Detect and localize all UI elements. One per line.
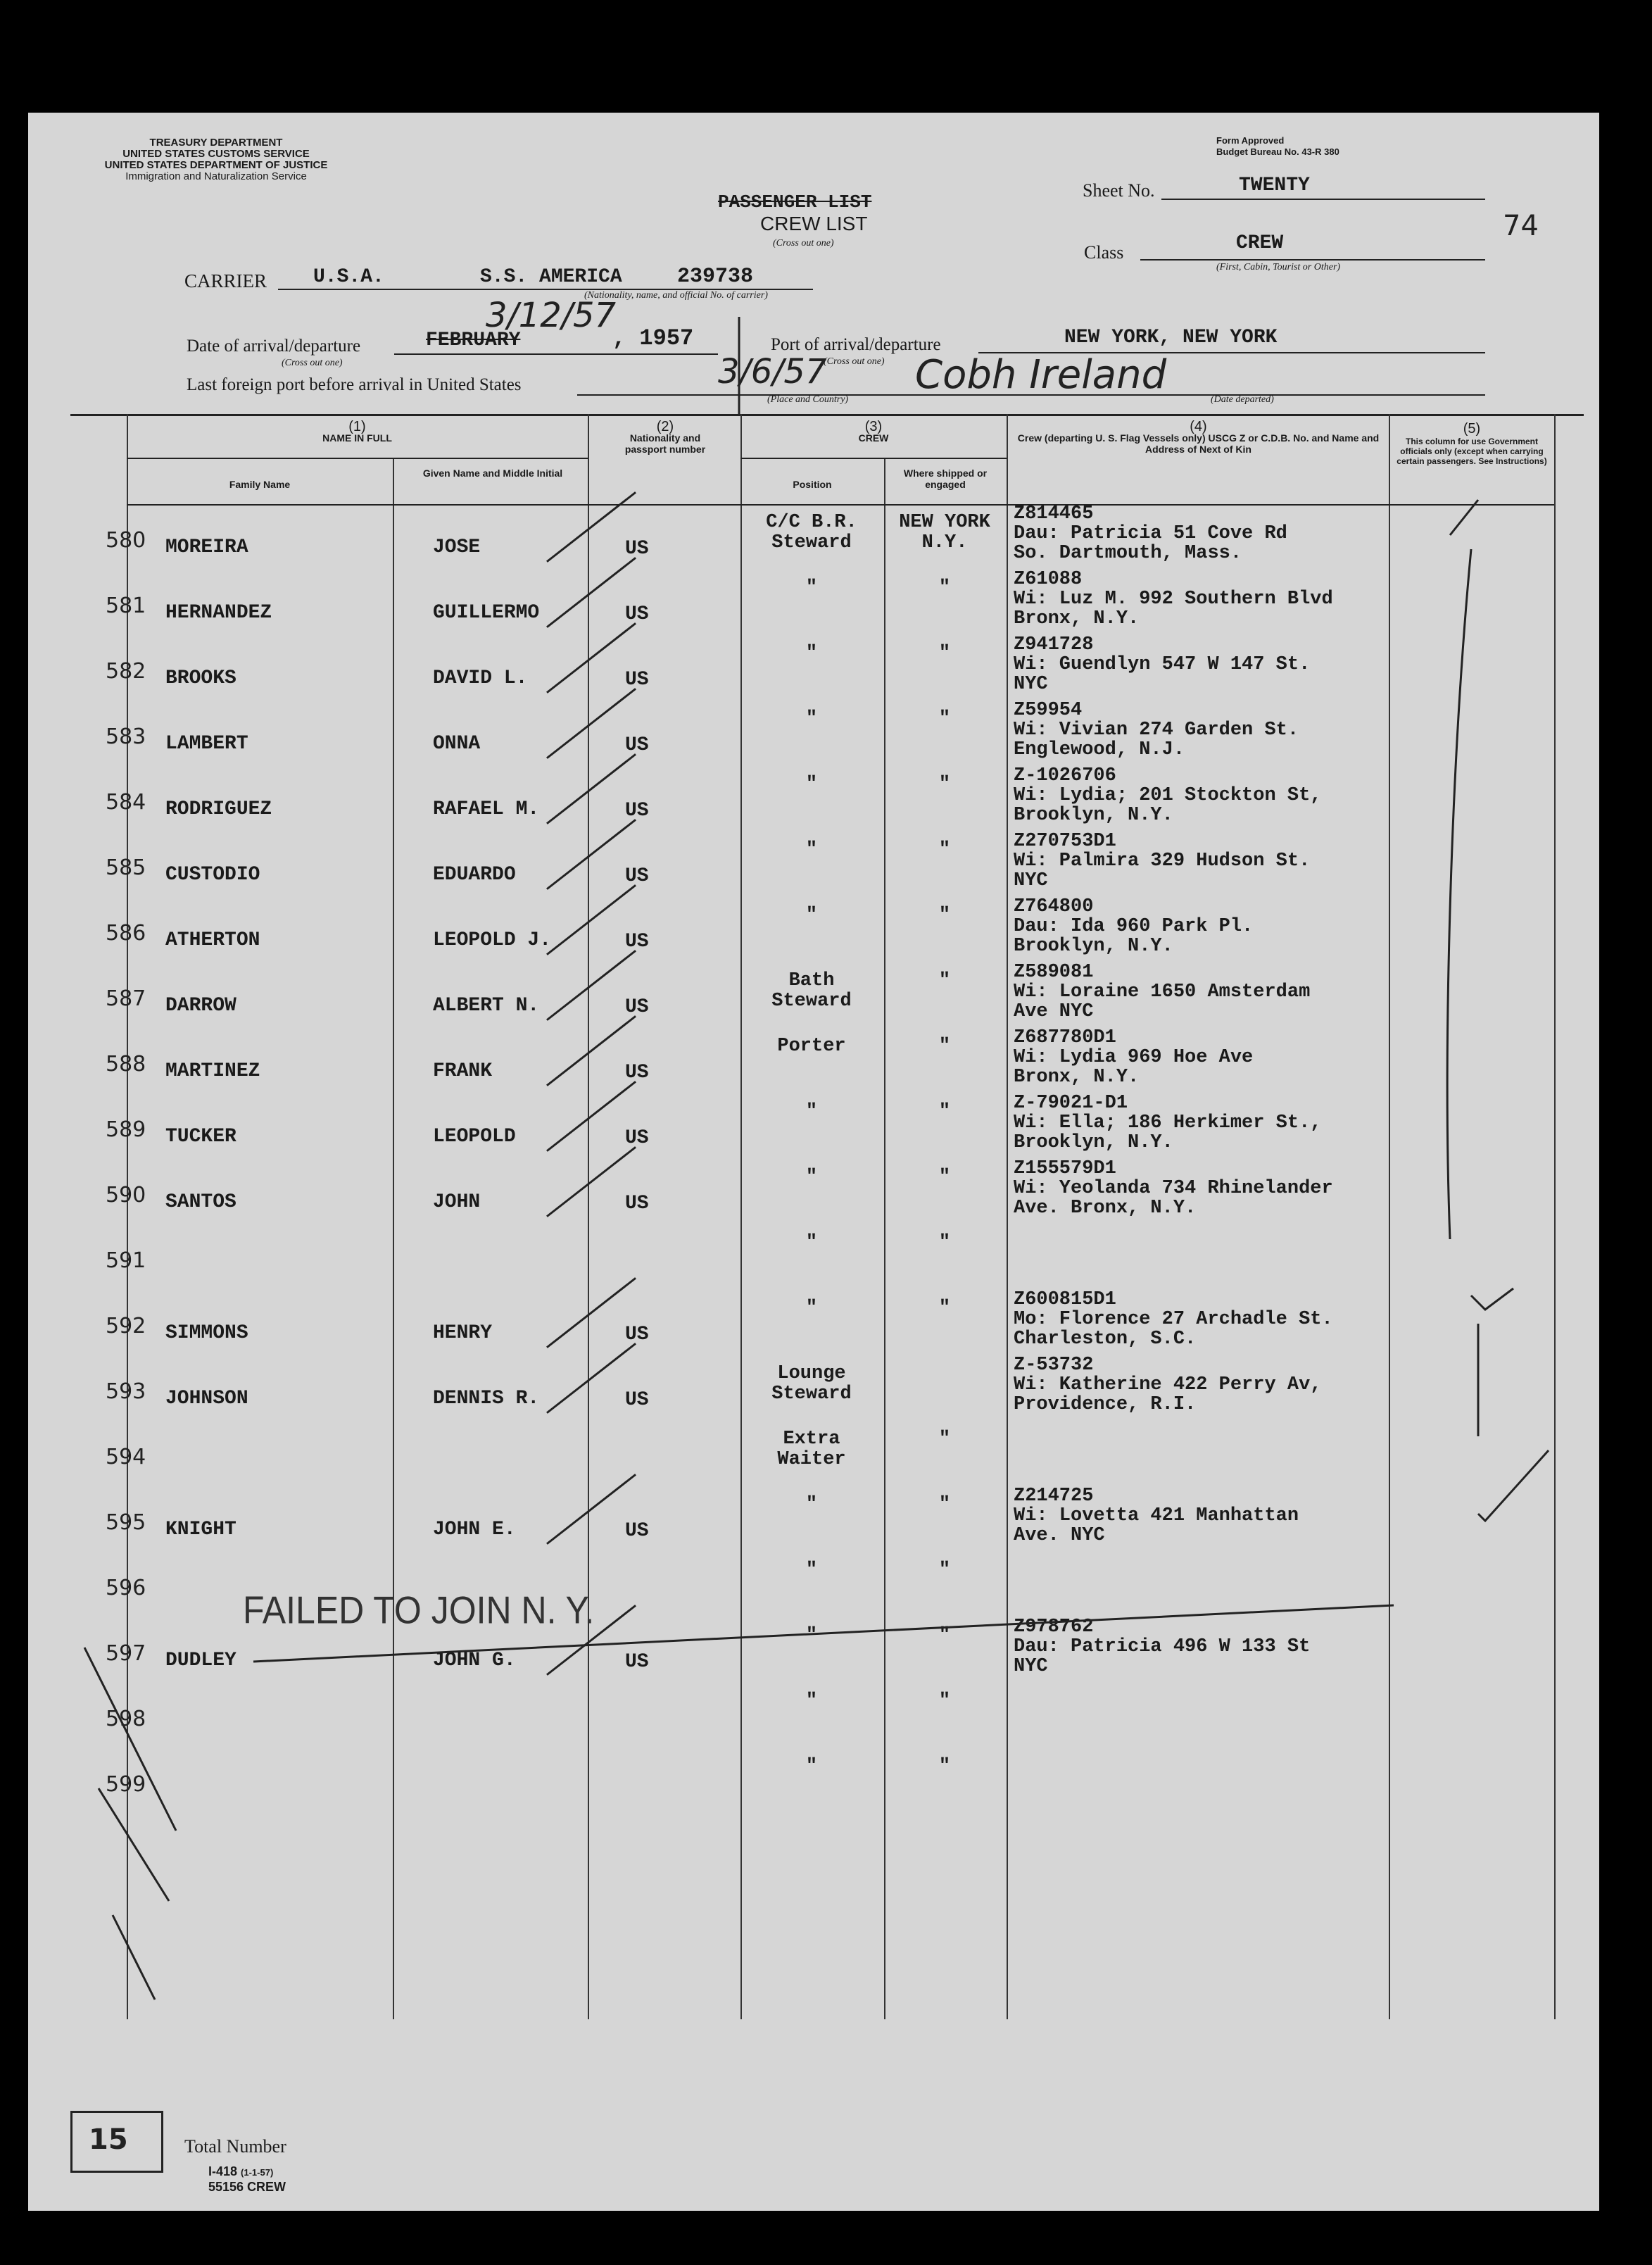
where-shipped: " [938,1625,951,1646]
carrier-hint: (Nationality, name, and official No. of carrier) [584,290,768,301]
family-name: KNIGHT [165,1519,237,1541]
next-of-kin-address: Brooklyn, N.Y. [1014,805,1173,826]
given-name: ALBERT N. [433,995,540,1017]
next-of-kin-id: Z214725 [1014,1486,1094,1507]
arrival-handwritten: 3/12/57 [486,296,617,335]
next-of-kin-address: Bronx, N.Y. [1014,1067,1140,1088]
last-port-label: Last foreign port before arrival in United States [187,375,522,394]
where-shipped: " [938,1494,951,1515]
nationality: US [625,603,649,625]
family-name: MARTINEZ [165,1060,260,1082]
arrival-month: FEBRUARY [426,330,521,351]
next-of-kin-id: Z600815D1 [1014,1289,1116,1310]
class-value: CREW [1236,232,1284,254]
nationality: US [625,538,649,560]
position: " [805,708,818,729]
family-name: DUDLEY [165,1650,237,1671]
next-of-kin-id: Z270753D1 [1014,831,1116,852]
check-mark [1478,1450,1549,1521]
given-name: EDUARDO [433,864,516,886]
check-mark [1450,500,1478,535]
next-of-kin-address: NYC [1014,674,1048,695]
next-of-kin-id: Z978762 [1014,1617,1094,1638]
given-name: LEOPOLD J. [433,929,552,951]
family-name: CUSTODIO [165,864,260,886]
pen-mark [99,1788,169,1901]
line-number: 587 [106,986,146,1011]
next-of-kin-address: Brooklyn, N.Y. [1014,1132,1173,1153]
col4-title: Crew (departing U. S. Flag Vessels only) USCG Z or C.D.B. No. and Name and Address of Next of Kin [1017,432,1380,455]
last-port-handwritten-date: 3/6/57 [718,352,827,391]
line-number: 586 [106,921,146,946]
position: " [805,905,818,926]
list-type-crossed: PASSENGER LIST [718,192,872,213]
next-of-kin-address: Ave. Bronx, N.Y. [1014,1198,1197,1219]
sheet-value: TWENTY [1239,175,1310,196]
position: Bath Steward [771,970,852,1012]
where-shipped: " [938,643,951,664]
given-name: GUILLERMO [433,602,540,624]
next-of-kin-id: Z59954 [1014,700,1083,721]
next-of-kin-id: Z814465 [1014,503,1094,525]
given-name: LEOPOLD [433,1126,516,1148]
next-of-kin-name: Wi: Lovetta 421 Manhattan [1014,1505,1299,1526]
arrival-year: , 1957 [612,325,694,351]
col3-shipped-header: Where shipped or engaged [903,468,988,490]
carrier-number: 239738 [677,265,754,289]
next-of-kin-address: So. Dartmouth, Mass. [1014,543,1242,564]
col5-title: This column for use Government officials only (except when carrying certain passengers. See Instructions) [1396,437,1547,466]
next-of-kin-name: Wi: Vivian 274 Garden St. [1014,720,1299,741]
next-of-kin-name: Wi: Luz M. 992 Southern Blvd [1014,589,1333,610]
col3-number: (3) [864,419,883,434]
dept-line: Immigration and Naturalization Service [125,170,307,182]
line-number: 591 [106,1248,146,1273]
strike-line [253,1605,1394,1662]
check-line [1447,549,1471,1239]
nationality: US [625,800,649,822]
given-name: FRANK [433,1060,493,1082]
dept-line: UNITED STATES CUSTOMS SERVICE [122,148,310,160]
arrival-label: Date of arrival/departure [187,337,361,356]
where-shipped: " [938,1690,951,1712]
family-name: JOHNSON [165,1388,248,1410]
port-hint: (Cross out one) [824,356,885,367]
nationality: US [625,996,649,1018]
position: " [805,1298,818,1319]
where-shipped: " [938,905,951,926]
position: " [805,1494,818,1515]
next-of-kin-address: Ave. NYC [1014,1525,1105,1546]
where-shipped: " [938,1167,951,1188]
next-of-kin-address: Ave NYC [1014,1001,1094,1022]
given-name: RAFAEL M. [433,798,540,820]
where-shipped: " [938,839,951,860]
where-shipped: " [938,970,951,991]
sheet-label: Sheet No. [1083,180,1155,201]
next-of-kin-name: Wi: Lydia; 201 Stockton St, [1014,785,1322,806]
family-name: TUCKER [165,1126,237,1148]
next-of-kin-id: Z687780D1 [1014,1027,1116,1048]
next-of-kin-address: NYC [1014,870,1048,891]
given-name: ONNA [433,733,481,755]
where-shipped: " [938,708,951,729]
next-of-kin-id: Z589081 [1014,962,1094,983]
dept-line: UNITED STATES DEPARTMENT OF JUSTICE [104,159,328,171]
col1-title: NAME IN FULL [322,432,392,444]
where-shipped: " [938,1298,951,1319]
next-of-kin-name: Dau: Patricia 51 Cove Rd [1014,523,1287,544]
where-shipped: " [938,1560,951,1581]
where-shipped: " [938,1429,951,1450]
next-of-kin-address: NYC [1014,1656,1048,1677]
position: " [805,1625,818,1646]
given-name: DAVID L. [433,667,528,689]
given-name: JOHN G. [433,1650,516,1671]
position: Lounge Steward [771,1363,852,1405]
line-number: 589 [106,1117,146,1142]
line-number: 588 [106,1052,146,1077]
where-shipped: " [938,577,951,598]
position: Porter [777,1036,846,1057]
next-of-kin-address: Providence, R.I. [1014,1394,1197,1415]
position: " [805,1101,818,1122]
col5-number: (5) [1463,421,1481,437]
nationality: US [625,1062,649,1084]
family-name: MOREIRA [165,537,248,558]
line-number: 592 [106,1314,146,1338]
next-of-kin-id: Z941728 [1014,634,1094,655]
line-number: 596 [106,1576,146,1600]
position: " [805,774,818,795]
next-of-kin-address: Bronx, N.Y. [1014,608,1140,629]
where-shipped: " [938,1101,951,1122]
col1-given-header: Given Name and Middle Initial [422,468,563,479]
line-number: 595 [106,1510,146,1535]
where-shipped: " [938,774,951,795]
given-name: JOHN E. [433,1519,516,1541]
form-id: I-418 [208,2164,238,2178]
col4-number: (4) [1190,419,1207,434]
nationality: US [625,931,649,953]
nationality: US [625,1389,649,1411]
position: " [805,839,818,860]
next-of-kin-id: Z155579D1 [1014,1158,1116,1179]
next-of-kin-name: Wi: Ella; 186 Herkimer St., [1014,1112,1322,1134]
nationality: US [625,1651,649,1673]
family-name: LAMBERT [165,733,248,755]
family-name: HERNANDEZ [165,602,272,624]
failed-to-join-stamp: FAILED TO JOIN N. Y. [243,1588,595,1632]
where-shipped: " [938,1756,951,1777]
line-number: 580 [106,528,146,553]
date-departed-hint: (Date departed) [1211,394,1274,405]
next-of-kin-id: Z-1026706 [1014,765,1116,786]
form-date: (1-1-57) [241,2167,274,2178]
given-name: JOHN [433,1191,481,1213]
line-number: 599 [106,1772,146,1797]
class-label: Class [1084,242,1124,263]
next-of-kin-name: Wi: Palmira 329 Hudson St. [1014,851,1311,872]
line-number: 590 [106,1183,146,1207]
position: " [805,1690,818,1712]
next-of-kin-address: Brooklyn, N.Y. [1014,936,1173,957]
line-number: 594 [106,1445,146,1469]
next-of-kin-address: Englewood, N.J. [1014,739,1185,760]
line-number: 584 [106,790,146,815]
col1-family-header: Family Name [229,479,291,490]
class-hint: (First, Cabin, Tourist or Other) [1216,262,1341,272]
nationality: US [625,1127,649,1149]
form-approved: Form Approved [1216,135,1285,146]
carrier-nation: U.S.A. [313,266,384,288]
list-type: CREW LIST [760,213,868,234]
next-of-kin-name: Dau: Ida 960 Park Pl. [1014,916,1254,937]
position: " [805,577,818,598]
port-value: NEW YORK, NEW YORK [1064,327,1278,349]
where-shipped: " [938,1036,951,1057]
budget-bureau: Budget Bureau No. 43-R 380 [1216,146,1339,157]
total-label: Total Number [184,2136,286,2157]
position: " [805,1167,818,1188]
given-name: HENRY [433,1322,493,1344]
given-name: DENNIS R. [433,1388,540,1410]
next-of-kin-name: Dau: Patricia 496 W 133 St [1014,1636,1311,1657]
next-of-kin-name: Mo: Florence 27 Archadle St. [1014,1309,1333,1330]
last-port-handwritten: Cobh Ireland [915,352,1167,398]
next-of-kin-address: Charleston, S.C. [1014,1329,1197,1350]
line-number: 585 [106,855,146,880]
where-shipped: " [938,1232,951,1253]
line-number: 597 [106,1641,146,1666]
next-of-kin-name: Wi: Lydia 969 Hoe Ave [1014,1047,1254,1068]
where-shipped: NEW YORK N.Y. [899,512,990,553]
next-of-kin-id: Z764800 [1014,896,1094,917]
family-name: DARROW [165,995,237,1017]
nationality: US [625,1520,649,1542]
family-name: ATHERTON [165,929,260,951]
family-name: SANTOS [165,1191,237,1213]
port-label: Port of arrival/departure [771,335,941,354]
next-of-kin-name: Wi: Yeolanda 734 Rhinelander [1014,1178,1333,1199]
line-number: 593 [106,1379,146,1404]
nationality: US [625,734,649,756]
form-code: 55156 CREW [208,2180,286,2194]
col1-number: (1) [348,419,366,434]
next-of-kin-id: Z-79021-D1 [1014,1093,1128,1114]
carrier-name: S.S. AMERICA [480,266,622,288]
line-number: 581 [106,594,146,618]
next-of-kin-name: Wi: Guendlyn 547 W 147 St. [1014,654,1311,675]
family-name: BROOKS [165,667,237,689]
position: " [805,1560,818,1581]
carrier-label: CARRIER [184,270,267,291]
col2-title: Nationality and passport number [624,432,706,455]
next-of-kin-name: Wi: Katherine 422 Perry Av, [1014,1374,1322,1395]
col3-title: CREW [858,432,889,444]
given-name: JOSE [433,537,481,558]
family-name: RODRIGUEZ [165,798,272,820]
check-mark [1471,1288,1513,1310]
next-of-kin-id: Z61088 [1014,569,1083,590]
line-number: 583 [106,724,146,749]
line-number: 598 [106,1707,146,1731]
nationality: US [625,1193,649,1215]
col3-position-header: Position [793,479,832,490]
family-name: SIMMONS [165,1322,248,1344]
line-number: 582 [106,659,146,684]
cross-out-hint: (Cross out one) [773,238,834,249]
place-hint: (Place and Country) [767,394,849,405]
position: " [805,1232,818,1253]
nationality: US [625,669,649,691]
page-number: 74 [1503,210,1539,242]
pen-mark [84,1648,176,1831]
position: C/C B.R. Steward [766,512,857,553]
position: Extra Waiter [777,1429,846,1470]
position: " [805,643,818,664]
col2-number: (2) [656,419,674,434]
arrival-hint: (Cross out one) [282,358,343,368]
next-of-kin-id: Z-53732 [1014,1355,1094,1376]
total-value: 15 [89,2123,128,2156]
nationality: US [625,1324,649,1345]
nationality: US [625,865,649,887]
next-of-kin-name: Wi: Loraine 1650 Amsterdam [1014,981,1311,1003]
position: " [805,1756,818,1777]
pen-mark [113,1915,155,2000]
dept-line: TREASURY DEPARTMENT [149,137,283,149]
